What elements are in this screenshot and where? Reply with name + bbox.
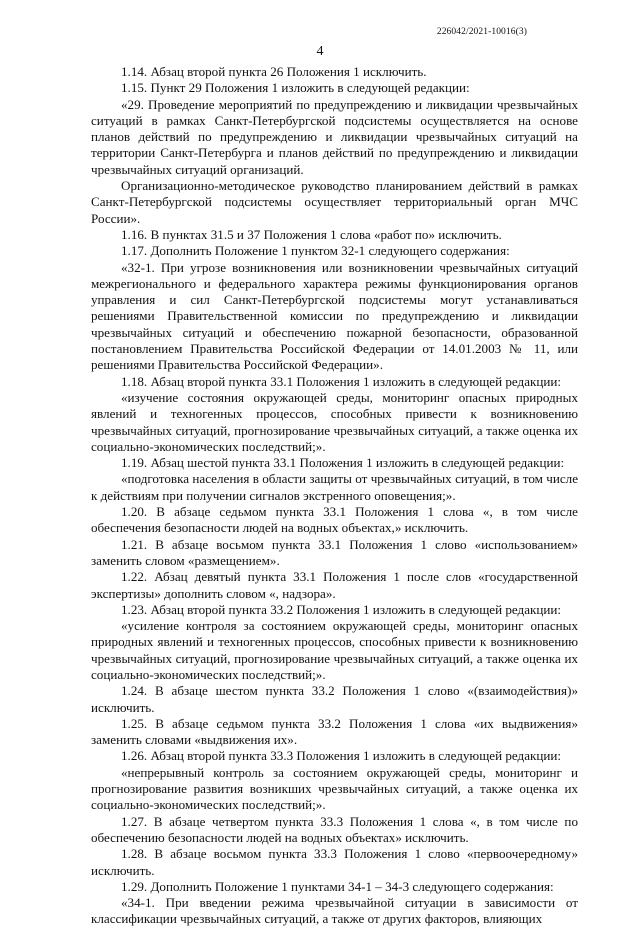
paragraph-1-20: 1.20. В абзаце седьмом пункта 33.1 Положения 1 слова «, в том числе обеспечения безопасности людей на водных объектах,» исключить. (91, 504, 578, 536)
page-number: 4 (316, 44, 324, 59)
paragraph-1-14: 1.14. Абзац второй пункта 26 Положения 1 исключить. (121, 64, 427, 79)
paragraph-29-text: «29. Проведение мероприятий по предупреждению и ликвидации чрезвычайных ситуаций в рамках Санкт-Петербургской подсистемы осуществляется на основе планов действий по предупреждению и ликвидации чрезвычайных ситуаций на территории Санкт-Петербурга и планов действий по предупреждению и ликвидации чрезвычайных ситуаций организаций. (91, 96, 578, 177)
paragraph-34-1-text: «34-1. При введении режима чрезвычайной ситуации в зависимости от классификации чрезвычайных ситуаций, а также от других факторов, влияющих (91, 895, 578, 927)
paragraph-1-18: 1.18. Абзац второй пункта 33.1 Положения 1 изложить в следующей редакции: (121, 373, 562, 389)
paragraph-1-26-text: «непрерывный контроль за состоянием окружающей среды, мониторинг и прогнозирование развития возникших чрезвычайных ситуаций, а также оценка их социально-экономических последствий;». (91, 764, 578, 813)
paragraph-1-19: 1.19. Абзац шестой пункта 33.1 Положения 1 изложить в следующей редакции: (121, 455, 565, 471)
paragraph-1-22: 1.22. Абзац девятый пункта 33.1 Положения 1 после слов «государственной экспертизы» дополнить словом «, надзора». (91, 569, 578, 601)
paragraph-1-23-text: «усиление контроля за состоянием окружающей среды, мониторинг опасных природных явлений и техногенных процессов, способных привести к возникновению чрезвычайных ситуаций, прогнозирование чрезвычайных ситуаций, а также оценка их социально-экономических последствий;». (91, 618, 578, 682)
paragraph-1-28: 1.28. В абзаце восьмом пункта 33.3 Положения 1 слово «первоочередному» исключить. (91, 846, 578, 878)
document-registration-number: 226042/2021-10016(3) (436, 27, 527, 37)
paragraph-32-1-text: «32-1. При угрозе возникновения или возникновении чрезвычайных ситуаций межрегионального и федерального характера режимы функционирования органов управления и сил Санкт-Петербургской подсистемы могут устанавливаться решениями Правительственной комиссии по предупреждению и ликвидации чрезвычайных ситуаций и обеспечению пожарной безопасности, образованной постановлением Правительства Российской Федерации от 14.01.2003 № 11, или решениями Правительства Российской Федерации». (91, 259, 578, 373)
paragraph-1-26: 1.26. Абзац второй пункта 33.3 Положения 1 изложить в следующей редакции: (121, 748, 562, 764)
paragraph-1-19-text: «подготовка населения в области защиты от чрезвычайных ситуаций, в том числе к действиям при получении сигналов экстренного оповещения;». (91, 471, 578, 503)
paragraph-1-27: 1.27. В абзаце четвертом пункта 33.3 Положения 1 слова «, в том числе по обеспечению безопасности людей на водных объектах» исключить. (91, 813, 578, 845)
paragraph-1-18-text: «изучение состояния окружающей среды, мониторинг опасных природных явлений и техногенных процессов, способных привести к возникновению чрезвычайных ситуаций, прогнозирование чрезвычайных ситуаций, а также оценка их социально-экономических последствий;». (91, 389, 578, 454)
paragraph-29-methodical: Организационно-методическое руководство планированием действий в рамках Санкт-Петербургской подсистемы осуществляет территориальный орган МЧС России». (91, 178, 578, 226)
paragraph-1-15: 1.15. Пункт 29 Положения 1 изложить в следующей редакции: (121, 80, 470, 96)
document-body (91, 64, 578, 928)
paragraph-1-25: 1.25. В абзаце седьмом пункта 33.2 Положения 1 слова «их выдвижения» заменить словами «выдвижения их». (91, 715, 578, 748)
paragraph-1-24: 1.24. В абзаце шестом пункта 33.2 Положения 1 слово «(взаимодействия)» исключить. (91, 683, 578, 715)
paragraph-1-16: 1.16. В пунктах 31.5 и 37 Положения 1 слова «работ по» исключить. (121, 226, 502, 242)
paragraph-1-23: 1.23. Абзац второй пункта 33.2 Положения 1 изложить в следующей редакции: (121, 601, 562, 617)
paragraph-1-29: 1.29. Дополнить Положение 1 пунктами 34-1 – 34-3 следующего содержания: (121, 878, 554, 894)
paragraph-1-21: 1.21. В абзаце восьмом пункта 33.1 Положения 1 слово «использованием» заменить словом «размещением». (91, 536, 578, 568)
paragraph-1-17: 1.17. Дополнить Положение 1 пунктом 32-1 следующего содержания: (121, 243, 510, 259)
